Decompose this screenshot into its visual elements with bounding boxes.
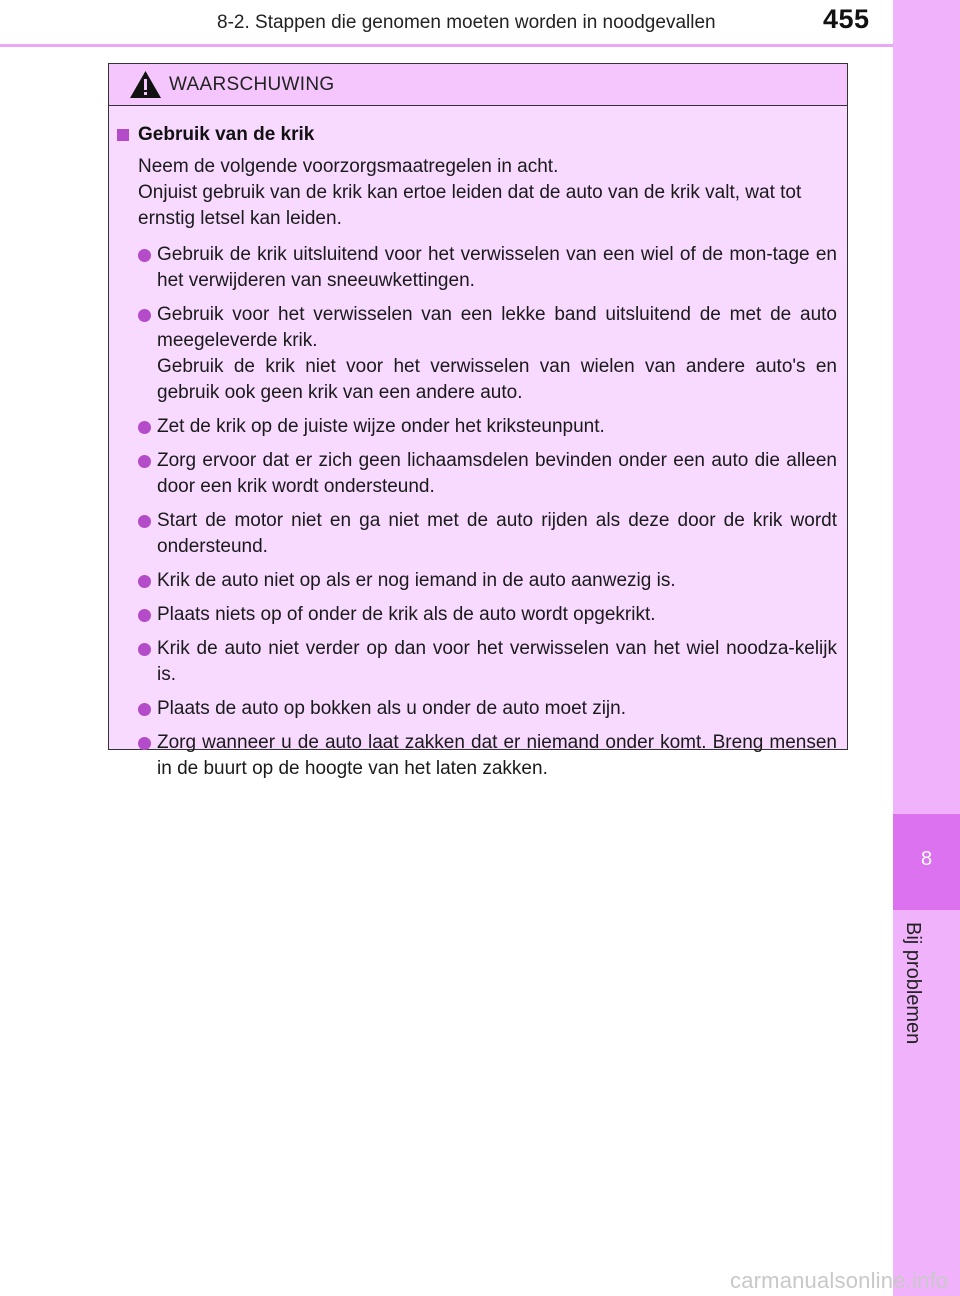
bullet-line: Gebruik de krik uitsluitend voor het verwisselen van een wiel of de mon-tage en het verwijderen van sneeuwkettingen. — [157, 244, 837, 291]
bullet-circle-icon — [138, 643, 151, 656]
list-item — [113, 602, 837, 628]
bullet-circle-icon — [138, 455, 151, 468]
intro-paragraph — [138, 154, 837, 232]
list-item — [113, 414, 837, 440]
bullet-circle-icon — [138, 575, 151, 588]
precaution-list — [113, 242, 837, 782]
list-item — [113, 508, 837, 560]
bullet-line: Plaats niets op of onder de krik als de auto wordt opgekrikt. — [157, 604, 656, 625]
bullet-line: Gebruik de krik niet voor het verwisselen van wielen van andere auto's en gebruik ook geen krik van een andere auto. — [157, 356, 837, 403]
intro-line: Neem de volgende voorzorgsmaatregelen in acht. — [138, 156, 559, 177]
section-title: 8-2. Stappen die genomen moeten worden in noodgevallen — [217, 12, 716, 33]
bullet-circle-icon — [138, 609, 151, 622]
bullet-text — [157, 242, 837, 294]
header-divider — [0, 44, 893, 47]
section-heading — [113, 122, 837, 148]
bullet-text — [157, 302, 837, 406]
bullet-text — [157, 508, 837, 560]
warning-header — [109, 64, 847, 106]
list-item — [113, 636, 837, 688]
warning-title: WAARSCHUWING — [169, 74, 335, 95]
list-item — [113, 302, 837, 406]
bullet-circle-icon — [138, 309, 151, 322]
bullet-line: Krik de auto niet op als er nog iemand in de auto aanwezig is. — [157, 570, 676, 591]
list-item — [113, 568, 837, 594]
bullet-text — [157, 568, 837, 594]
bullet-text — [157, 414, 837, 440]
page-number: 455 — [823, 4, 870, 34]
list-item — [113, 448, 837, 500]
list-item — [113, 730, 837, 782]
bullet-circle-icon — [138, 515, 151, 528]
warning-body — [109, 106, 847, 779]
bullet-line: Zorg wanneer u de auto laat zakken dat er niemand onder komt. Breng mensen in de buurt op de hoogte van het laten zakken. — [157, 732, 837, 779]
bullet-text — [157, 696, 837, 722]
bullet-text — [157, 730, 837, 782]
bullet-circle-icon — [138, 249, 151, 262]
bullet-text — [157, 448, 837, 500]
chapter-number: 8 — [920, 848, 933, 870]
list-item — [113, 696, 837, 722]
bullet-text — [157, 602, 837, 628]
watermark: carmanualsonline.info — [730, 1268, 949, 1293]
bullet-text — [157, 636, 837, 688]
bullet-line: Start de motor niet en ga niet met de auto rijden als deze door de krik wordt ondersteund. — [157, 510, 837, 557]
bullet-circle-icon — [138, 703, 151, 716]
section-heading-text: Gebruik van de krik — [138, 124, 315, 145]
bullet-line: Krik de auto niet verder op dan voor het verwisselen van het wiel noodza-kelijk is. — [157, 638, 837, 685]
bullet-line: Zet de krik op de juiste wijze onder het kriksteunpunt. — [157, 416, 605, 437]
bullet-line: Plaats de auto op bokken als u onder de auto moet zijn. — [157, 698, 626, 719]
intro-line: Onjuist gebruik van de krik kan ertoe leiden dat de auto van de krik valt, wat tot ernstig letsel kan leiden. — [138, 182, 802, 229]
list-item — [113, 242, 837, 294]
bullet-line: Zorg ervoor dat er zich geen lichaamsdelen bevinden onder een auto die alleen door een krik wordt ondersteund. — [157, 450, 837, 497]
warning-triangle-icon — [129, 70, 162, 99]
warning-box — [108, 63, 848, 779]
bullet-line: Gebruik voor het verwisselen van een lekke band uitsluitend de met de auto meegeleverde krik. — [157, 304, 837, 351]
square-marker-icon — [117, 129, 129, 141]
chapter-title: Bij problemen — [902, 922, 924, 1045]
bullet-circle-icon — [138, 421, 151, 434]
bullet-circle-icon — [138, 737, 151, 750]
